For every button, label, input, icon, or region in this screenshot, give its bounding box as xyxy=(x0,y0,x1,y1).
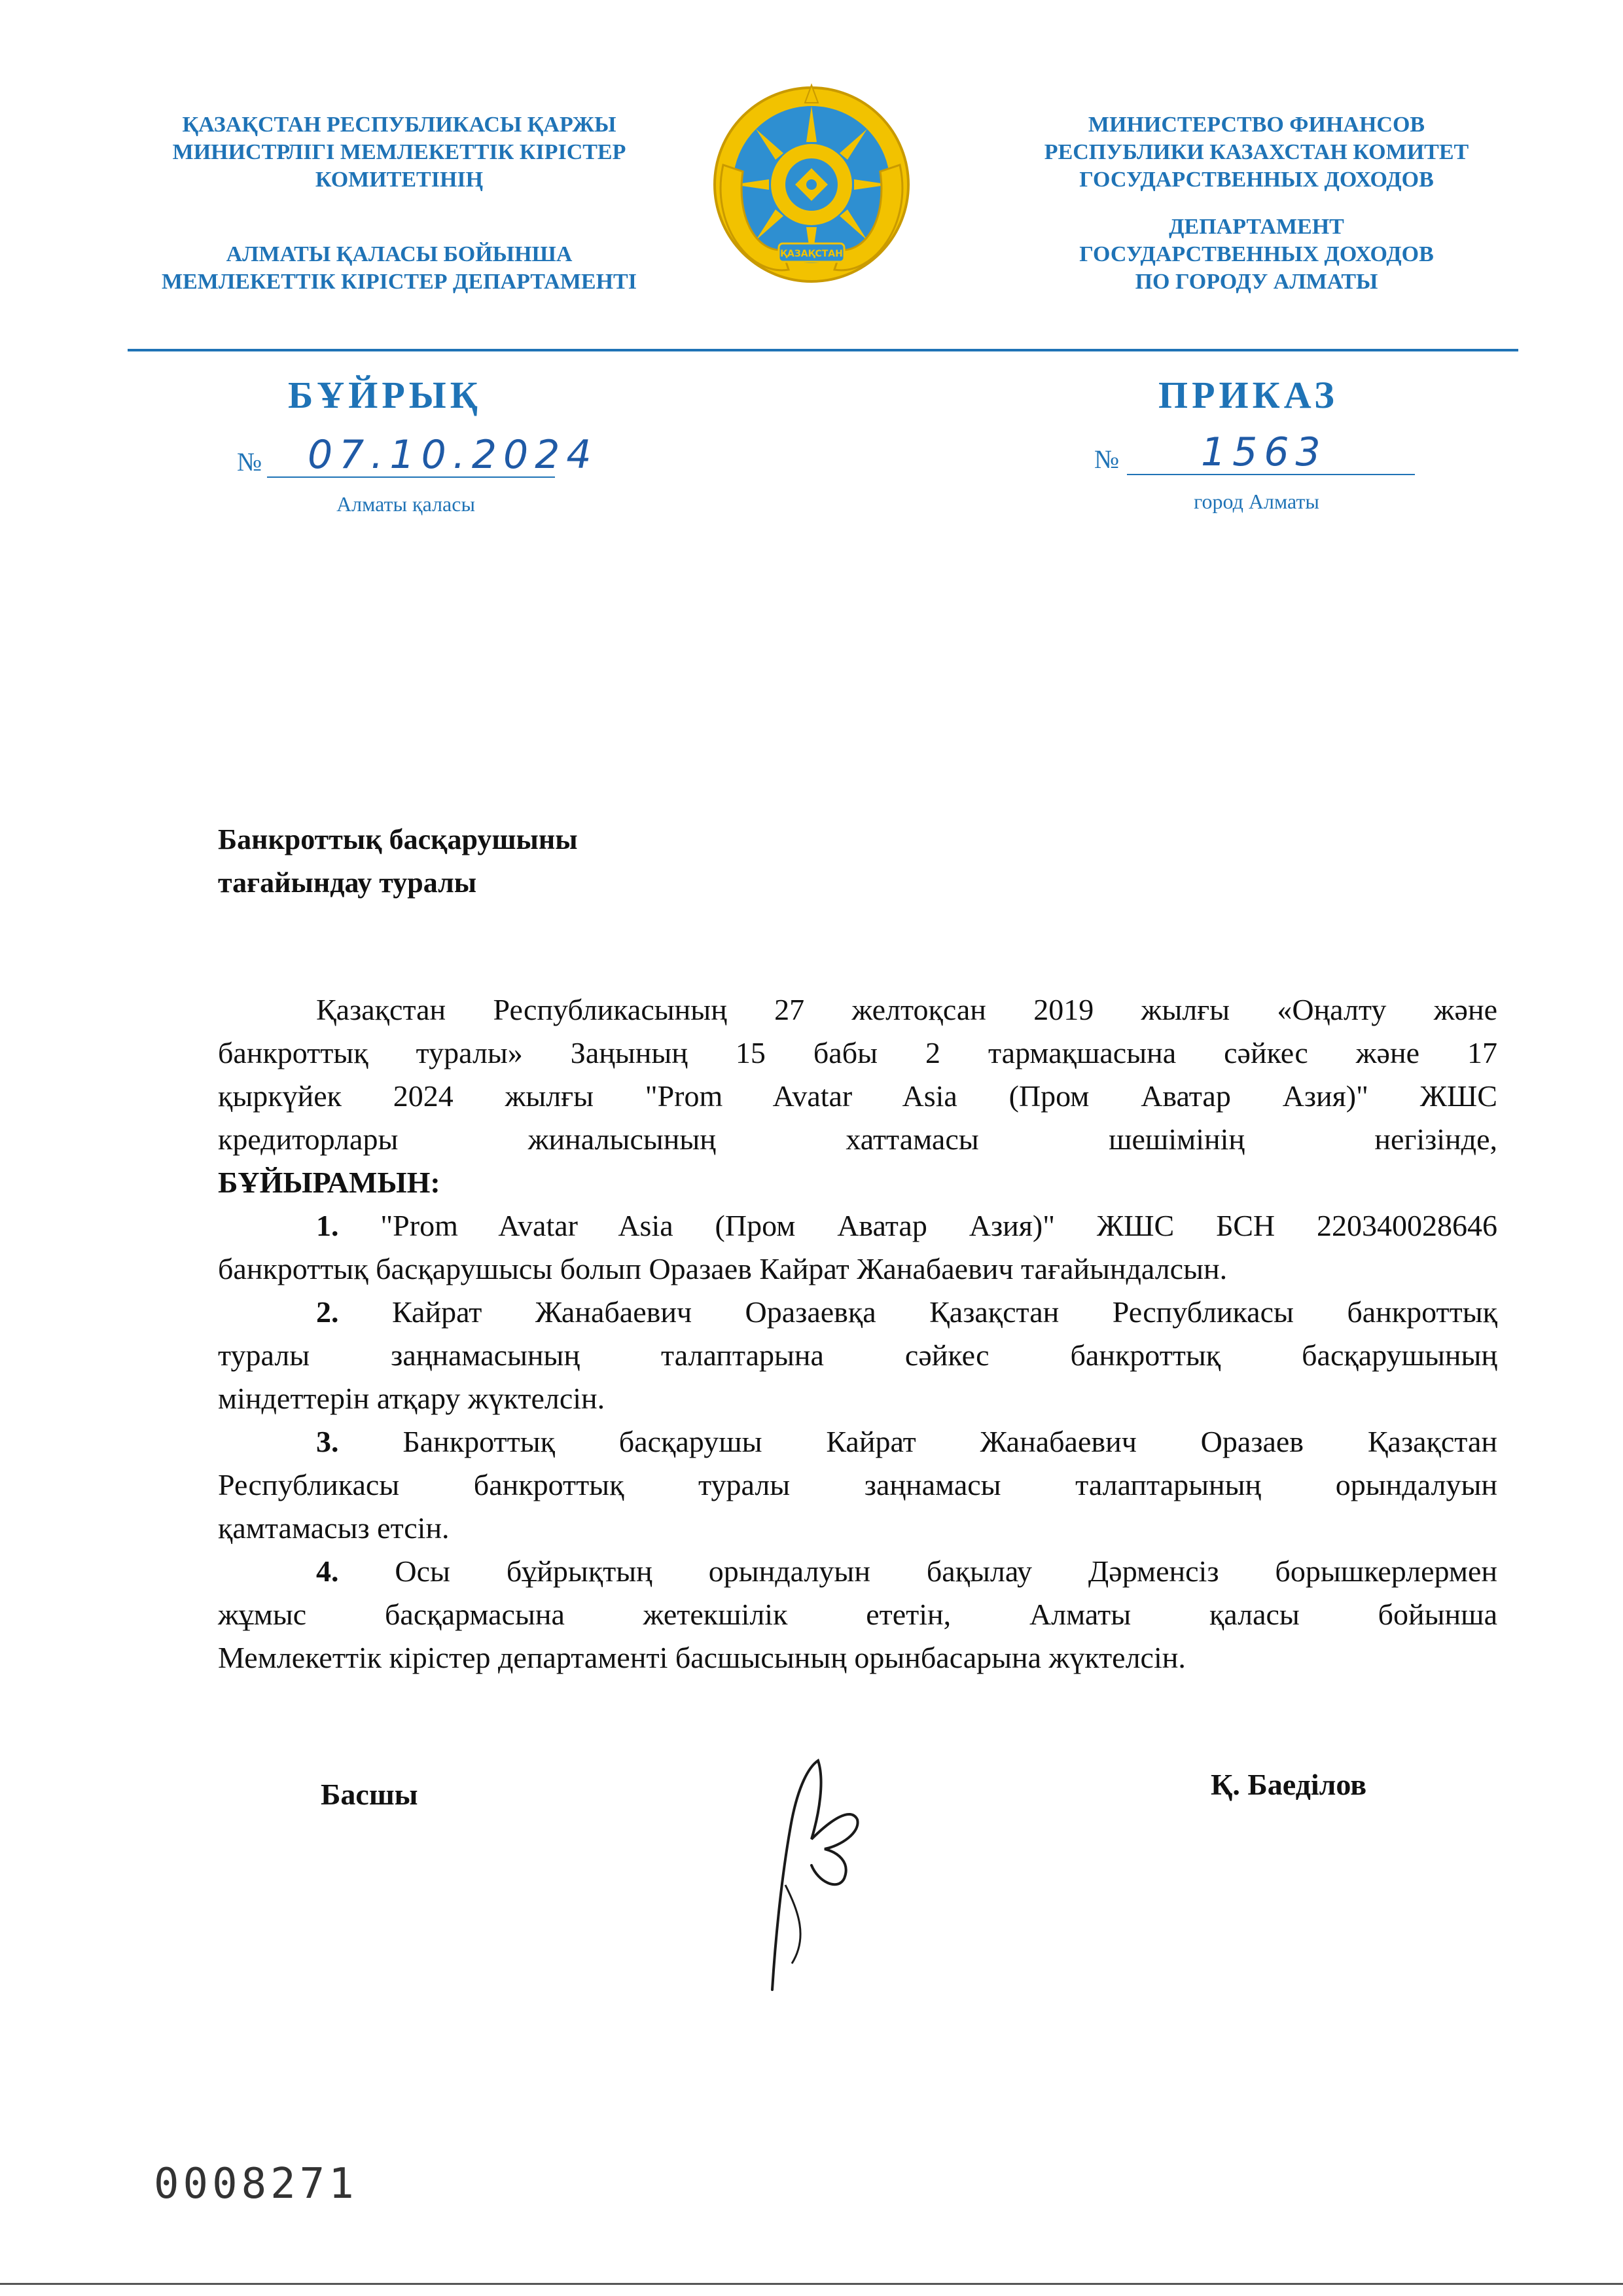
item-1-line1 xyxy=(218,1204,1497,1247)
signature-scribble xyxy=(746,1741,890,1996)
preamble-line3: қыркүйек 2024 жылғы "Prom Avatar Asia (Пром Аватар Азия)" ЖШС xyxy=(218,1079,1497,1113)
preamble-line4: кредиторлары жиналысының хаттамасы шешімінің негізінде, xyxy=(218,1122,1497,1156)
item-1-text1: "Prom Avatar Asia (Пром Аватар Азия)" ЖШС БСН 220340028646 xyxy=(380,1209,1498,1242)
header-divider xyxy=(128,349,1518,351)
header-right-line2: РЕСПУБЛИКИ КАЗАХСТАН КОМИТЕТ xyxy=(1044,140,1469,164)
item-4-number: 4. xyxy=(316,1554,339,1588)
item-4-line1 xyxy=(218,1550,1497,1593)
item-2-line3: міндеттерін атқару жүктелсін. xyxy=(218,1382,605,1415)
preamble-line2: банкроттық туралы» Заңының 15 бабы 2 тармақшасына сәйкес және 17 xyxy=(218,1036,1497,1069)
item-4-line3: Мемлекеттік кірістер департаменті басшысының орынбасарына жүктелсін. xyxy=(218,1641,1186,1674)
signature-label: Басшы xyxy=(321,1778,418,1811)
header-left-line5: МЕМЛЕКЕТТІК КІРІСТЕР ДЕПАРТАМЕНТІ xyxy=(162,270,637,294)
header-left-line3: КОМИТЕТІНІҢ xyxy=(315,168,484,192)
item-4-text1: Осы бұйрықтың орындалуын бақылау Дәрменсіз борышкерлермен xyxy=(395,1554,1497,1588)
order-date-handwritten: 07.10.2024 xyxy=(308,432,598,478)
header-left-line2: МИНИСТРЛІГІ МЕМЛЕКЕТТІК КІРІСТЕР xyxy=(172,140,626,164)
item-1-line2: банкроттық басқарушысы болып Оразаев Кайрат Жанабаевич тағайындалсын. xyxy=(218,1252,1228,1285)
order-title-kz: БҰЙРЫҚ xyxy=(288,374,482,416)
item-2-number: 2. xyxy=(316,1295,339,1329)
item-3-text1: Банкроттық басқарушы Кайрат Жанабаевич Оразаев Қазақстан xyxy=(402,1425,1497,1458)
header-right-line1: МИНИСТЕРСТВО ФИНАНСОВ xyxy=(1088,113,1425,137)
page-bottom-edge xyxy=(0,2283,1623,2285)
order-no-label-kz: № xyxy=(237,447,262,476)
item-4-line2: жұмыс басқармасына жетекшілік ететін, Алматы қаласы бойынша xyxy=(218,1598,1497,1631)
item-2-line2: туралы заңнамасының талаптарына сәйкес банкроттық басқарушының xyxy=(218,1338,1497,1372)
header-right-line3: ГОСУДАРСТВЕННЫХ ДОХОДОВ xyxy=(1079,168,1434,192)
order-title-ru: ПРИКАЗ xyxy=(1158,374,1338,416)
order-body xyxy=(218,988,1497,1679)
serial-number: 0008271 xyxy=(154,2160,358,2208)
order-city-ru: город Алматы xyxy=(1194,490,1319,513)
state-emblem-icon xyxy=(710,80,913,296)
item-2-line1 xyxy=(218,1291,1497,1334)
item-1-number: 1. xyxy=(316,1209,339,1242)
emblem-inscription: ҚАЗАҚСТАН xyxy=(780,249,843,259)
header-left xyxy=(111,111,687,296)
item-2-text1: Кайрат Жанабаевич Оразаевқа Қазақстан Республикасы банкроттық xyxy=(391,1295,1497,1329)
signatory-name: Қ. Баеділов xyxy=(1211,1768,1367,1801)
order-city-kz: Алматы қаласы xyxy=(336,492,475,516)
header-right-line6: ПО ГОРОДУ АЛМАТЫ xyxy=(1135,270,1378,294)
header-right xyxy=(969,111,1544,296)
subject-line2: тағайындау туралы xyxy=(218,867,477,899)
item-3-line3: қамтамасыз етсін. xyxy=(218,1511,450,1545)
order-number-handwritten: 1563 xyxy=(1201,429,1327,475)
order-no-label-ru: № xyxy=(1094,444,1120,474)
header-left-line4: АЛМАТЫ ҚАЛАСЫ БОЙЫНША xyxy=(226,242,573,266)
header-right-line4: ДЕПАРТАМЕНТ xyxy=(1169,215,1344,239)
item-3-line1 xyxy=(218,1420,1497,1463)
subject-line1: Банкроттық басқарушыны xyxy=(218,823,578,855)
order-subject xyxy=(218,818,578,905)
order-word: БҰЙЫРАМЫН: xyxy=(218,1166,440,1199)
preamble-line1: Қазақстан Республикасының 27 желтоқсан 2019 жылғы «Оңалту және xyxy=(316,993,1497,1026)
header-left-line1: ҚАЗАҚСТАН РЕСПУБЛИКАСЫ ҚАРЖЫ xyxy=(182,113,616,137)
item-3-number: 3. xyxy=(316,1425,339,1458)
header-right-line5: ГОСУДАРСТВЕННЫХ ДОХОДОВ xyxy=(1079,242,1434,266)
item-3-line2: Республикасы банкроттық туралы заңнамасы талаптарының орындалуын xyxy=(218,1468,1497,1501)
